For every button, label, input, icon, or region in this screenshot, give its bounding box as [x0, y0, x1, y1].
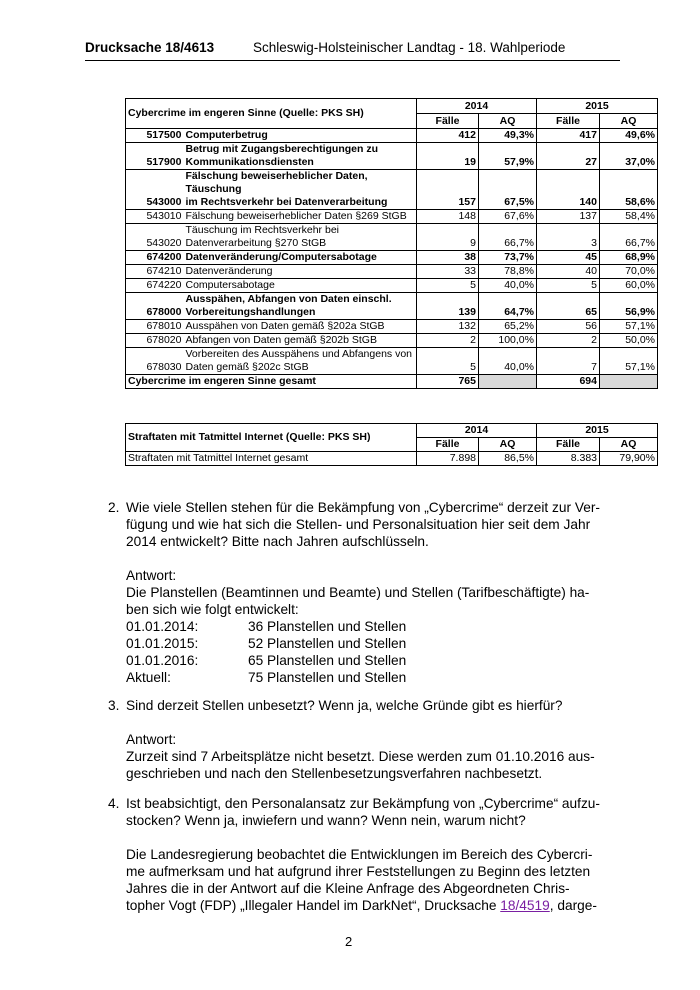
- table-row: [126, 129, 658, 143]
- row-label: [184, 210, 417, 224]
- row-label: [184, 143, 417, 170]
- row-aq-2014: 40,0%: [479, 279, 537, 293]
- answer-4: [126, 846, 618, 914]
- row-label-line: Vorbereitungshandlungen: [185, 306, 316, 318]
- row-faelle-2015: 140: [537, 170, 600, 210]
- row-faelle-2015: 56: [537, 320, 600, 334]
- row-faelle-2015: 40: [537, 265, 600, 279]
- row-label-line: Ausspähen, Abfangen von Daten einschl.: [185, 293, 392, 305]
- row-faelle-2014: 5: [417, 279, 479, 293]
- row-label-line: im Rechtsverkehr bei Datenverarbeitung: [185, 196, 388, 208]
- drucksache-link[interactable]: 18/4519: [500, 898, 550, 913]
- row-label: [184, 279, 417, 293]
- row-label-line: Datenverarbeitung §270 StGB: [185, 237, 327, 249]
- cybercrime-table: [125, 98, 658, 389]
- row-label: [184, 129, 417, 143]
- table-row: [126, 251, 658, 265]
- row-faelle-2015: 3: [537, 224, 600, 251]
- row-label: [184, 224, 417, 251]
- entry-date: 01.01.2015:: [126, 636, 199, 651]
- answer-label: Antwort:: [126, 568, 177, 583]
- answer-label: Antwort:: [126, 732, 177, 747]
- row-faelle-2014: 33: [417, 265, 479, 279]
- table1-year-2015: 2015: [537, 99, 658, 114]
- table-row: [126, 348, 658, 375]
- row-aq-2015: 49,6%: [600, 129, 658, 143]
- table2-year-2014: 2014: [417, 424, 537, 438]
- row-code: 678000: [126, 293, 184, 320]
- question-text: [126, 499, 618, 550]
- row-label-line: Fälschung beweiserheblicher Daten, Täuschung: [185, 170, 368, 195]
- question-number: 3.: [108, 698, 120, 713]
- row-label: [184, 251, 417, 265]
- table1-col-aq-2015: AQ: [600, 114, 658, 129]
- table-row: [126, 170, 658, 210]
- row-label-line: Betrug mit Zugangsberechtigungen zu: [185, 143, 379, 155]
- row-faelle-2014: 19: [417, 143, 479, 170]
- table-row: [126, 279, 658, 293]
- row-label: [184, 265, 417, 279]
- row-faelle-2014: 148: [417, 210, 479, 224]
- row-aq-2014: 49,3%: [479, 129, 537, 143]
- question-3: [108, 697, 618, 782]
- row-label-line: Vorbereiten des Ausspähens und Abfangens von: [185, 348, 413, 360]
- row-label: [184, 334, 417, 348]
- entry-date: 01.01.2016:: [126, 653, 199, 668]
- row-code: 674210: [126, 265, 184, 279]
- total-faelle-2015: 694: [537, 375, 600, 389]
- row-aq-2014: 66,7%: [479, 224, 537, 251]
- row-aq-2015: 66,7%: [600, 224, 658, 251]
- entry-value: 75 Planstellen und Stellen: [248, 670, 407, 685]
- question-line: Sind derzeit Stellen unbesetzt? Wenn ja, welche Gründe gibt es hierfür?: [126, 698, 563, 713]
- table2-aq15: 79,90%: [600, 452, 658, 466]
- row-code: 674220: [126, 279, 184, 293]
- list-item: [126, 669, 618, 686]
- question-number: 4.: [108, 796, 120, 811]
- row-aq-2014: 100,0%: [479, 334, 537, 348]
- entry-value: 52 Planstellen und Stellen: [248, 636, 407, 651]
- row-faelle-2015: 5: [537, 279, 600, 293]
- row-code: 678010: [126, 320, 184, 334]
- question-line: stocken? Wenn ja, inwiefern und wann? Wenn nein, warum nicht?: [126, 813, 526, 828]
- row-label-line: Daten gemäß §202c StGB: [185, 361, 309, 373]
- table2-f15: 8.383: [537, 452, 600, 466]
- row-faelle-2014: 5: [417, 348, 479, 375]
- row-faelle-2015: 137: [537, 210, 600, 224]
- row-aq-2015: 57,1%: [600, 320, 658, 334]
- answer-line-tail: , darge-: [549, 898, 597, 913]
- row-aq-2015: 70,0%: [600, 265, 658, 279]
- table-row: [126, 210, 658, 224]
- row-label-line: Datenveränderung: [185, 265, 273, 277]
- row-aq-2014: 57,9%: [479, 143, 537, 170]
- table1-col-faelle-2015: Fälle: [537, 114, 600, 129]
- row-faelle-2015: 417: [537, 129, 600, 143]
- table2-title: Straftaten mit Tatmittel Internet (Quelle: PKS SH): [126, 424, 417, 452]
- row-code: 543020: [126, 224, 184, 251]
- row-faelle-2014: 2: [417, 334, 479, 348]
- row-faelle-2014: 38: [417, 251, 479, 265]
- row-code: 543010: [126, 210, 184, 224]
- question-number: 2.: [108, 500, 120, 515]
- table1-year-2014: 2014: [417, 99, 537, 114]
- table-row: [126, 293, 658, 320]
- row-aq-2015: 56,9%: [600, 293, 658, 320]
- question-line: 2014 entwickelt? Bitte nach Jahren aufschlüsseln.: [126, 534, 429, 549]
- answer-line: [126, 897, 618, 914]
- table-row: [126, 334, 658, 348]
- total-label: Cybercrime im engeren Sinne gesamt: [126, 375, 417, 389]
- total-aq-2015: [600, 375, 658, 389]
- table1-col-aq-2014: AQ: [479, 114, 537, 129]
- table2-row-label: Straftaten mit Tatmittel Internet gesamt: [126, 452, 417, 466]
- row-aq-2014: 64,7%: [479, 293, 537, 320]
- row-aq-2015: 58,4%: [600, 210, 658, 224]
- entry-date: Aktuell:: [126, 670, 171, 685]
- question-4: [108, 795, 618, 914]
- answer-line: ben sich wie folgt entwickelt:: [126, 602, 299, 617]
- row-faelle-2015: 27: [537, 143, 600, 170]
- page-number: 2: [345, 934, 353, 949]
- table-row: [126, 452, 658, 466]
- row-code: 674200: [126, 251, 184, 265]
- row-label-line: Computerbetrug: [185, 129, 268, 141]
- answer-3: [126, 731, 618, 782]
- row-aq-2015: 37,0%: [600, 143, 658, 170]
- answer-line: Jahres die in der Antwort auf die Kleine Anfrage des Abgeordneten Chris-: [126, 881, 570, 896]
- question-line: Wie viele Stellen stehen für die Bekämpfung von „Cybercrime“ derzeit zur Ver-: [126, 500, 600, 515]
- entry-value: 36 Planstellen und Stellen: [248, 619, 407, 634]
- row-code: 678030: [126, 348, 184, 375]
- row-aq-2015: 57,1%: [600, 348, 658, 375]
- row-aq-2014: 78,8%: [479, 265, 537, 279]
- row-label: [184, 348, 417, 375]
- table-row: [126, 265, 658, 279]
- row-label: [184, 170, 417, 210]
- answer-line: me aufmerksam und hat aufgrund ihrer Feststellungen zu Beginn des letzten: [126, 864, 591, 879]
- row-aq-2015: 60,0%: [600, 279, 658, 293]
- row-faelle-2014: 132: [417, 320, 479, 334]
- internet-crime-table: [125, 423, 658, 466]
- row-faelle-2014: 9: [417, 224, 479, 251]
- row-aq-2014: 67,6%: [479, 210, 537, 224]
- table2-col-aq-2014: AQ: [479, 438, 537, 452]
- table2-col-aq-2015: AQ: [600, 438, 658, 452]
- row-label-line: Ausspähen von Daten gemäß §202a StGB: [185, 320, 385, 332]
- row-faelle-2014: 157: [417, 170, 479, 210]
- answer-2: [126, 567, 618, 686]
- answer-line-text: topher Vogt (FDP) „Illegaler Handel im DarkNet“, Drucksache: [126, 898, 501, 913]
- drucksache-number: Drucksache 18/4613: [85, 40, 215, 55]
- row-label-line: Abfangen von Daten gemäß §202b StGB: [185, 334, 377, 346]
- row-label: [184, 293, 417, 320]
- landtag-title: Schleswig-Holsteinischer Landtag - 18. Wahlperiode: [253, 40, 566, 55]
- row-label: [184, 320, 417, 334]
- table2-aq14: 86,5%: [479, 452, 537, 466]
- row-aq-2014: 67,5%: [479, 170, 537, 210]
- row-aq-2015: 68,9%: [600, 251, 658, 265]
- row-aq-2014: 65,2%: [479, 320, 537, 334]
- row-label-line: Täuschung im Rechtsverkehr bei: [185, 224, 339, 236]
- row-faelle-2015: 7: [537, 348, 600, 375]
- question-2: [108, 499, 618, 686]
- row-faelle-2015: 2: [537, 334, 600, 348]
- page-header: [85, 40, 620, 61]
- entry-date: 01.01.2014:: [126, 619, 199, 634]
- table1-col-faelle-2014: Fälle: [417, 114, 479, 129]
- row-faelle-2014: 139: [417, 293, 479, 320]
- answer-line: Die Landesregierung beobachtet die Entwicklungen im Bereich des Cybercri-: [126, 847, 593, 862]
- total-faelle-2014: 765: [417, 375, 479, 389]
- table2-year-2015: 2015: [537, 424, 658, 438]
- row-label-line: Kommunikationsdiensten: [185, 156, 314, 168]
- answer-line: geschrieben und nach den Stellenbesetzungsverfahren nachbesetzt.: [126, 766, 543, 781]
- row-code: 678020: [126, 334, 184, 348]
- table1-title: Cybercrime im engeren Sinne (Quelle: PKS SH): [126, 99, 417, 129]
- row-aq-2015: 50,0%: [600, 334, 658, 348]
- table-row: [126, 224, 658, 251]
- row-label-line: Fälschung beweiserheblicher Daten §269 StGB: [185, 210, 407, 222]
- table2-col-faelle-2014: Fälle: [417, 438, 479, 452]
- list-item: [126, 618, 618, 635]
- row-label-line: Datenveränderung/Computersabotage: [185, 251, 377, 263]
- list-item: [126, 652, 618, 669]
- question-line: Ist beabsichtigt, den Personalansatz zur Bekämpfung von „Cybercrime“ aufzu-: [126, 796, 600, 811]
- table-row: [126, 143, 658, 170]
- row-faelle-2015: 65: [537, 293, 600, 320]
- table-row: [126, 320, 658, 334]
- answer-line: Die Planstellen (Beamtinnen und Beamte) und Stellen (Tarifbeschäftigte) ha-: [126, 585, 590, 600]
- row-faelle-2014: 412: [417, 129, 479, 143]
- question-line: fügung und wie hat sich die Stellen- und Personalsituation hier seit dem Jahr: [126, 517, 591, 532]
- answer-line: Zurzeit sind 7 Arbeitsplätze nicht besetzt. Diese werden zum 01.10.2016 aus-: [126, 749, 595, 764]
- row-label-line: Computersabotage: [185, 279, 275, 291]
- total-aq-2014: [479, 375, 537, 389]
- entry-value: 65 Planstellen und Stellen: [248, 653, 407, 668]
- table-total-row: [126, 375, 658, 389]
- row-aq-2014: 73,7%: [479, 251, 537, 265]
- row-code: 517500: [126, 129, 184, 143]
- table2-col-faelle-2015: Fälle: [537, 438, 600, 452]
- row-code: 517900: [126, 143, 184, 170]
- list-item: [126, 635, 618, 652]
- row-aq-2014: 40,0%: [479, 348, 537, 375]
- row-code: 543000: [126, 170, 184, 210]
- row-aq-2015: 58,6%: [600, 170, 658, 210]
- row-faelle-2015: 45: [537, 251, 600, 265]
- table2-f14: 7.898: [417, 452, 479, 466]
